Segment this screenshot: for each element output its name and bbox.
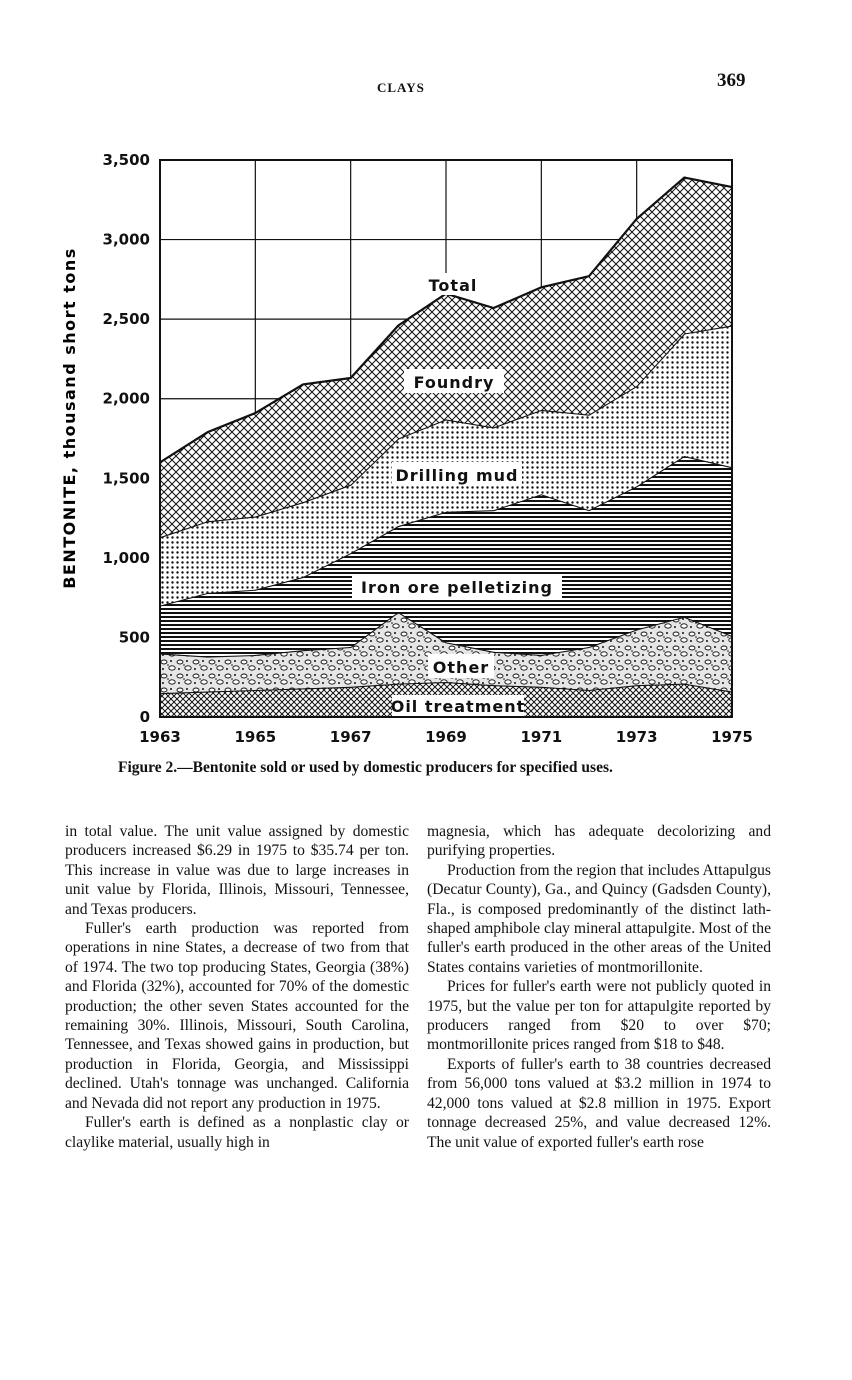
series-label-other-text: Other [432, 658, 490, 677]
series-label-foundry-text: Foundry [413, 373, 495, 392]
x-tick-label: 1967 [329, 728, 372, 746]
series-label-drilling-mud [392, 462, 522, 486]
series-label-iron-ore [352, 574, 562, 598]
text-column-right [427, 822, 771, 1152]
y-tick-label: 3,000 [102, 230, 150, 249]
y-tick-label: 0 [139, 708, 150, 726]
running-title: CLAYS [377, 80, 425, 95]
figure-caption: Figure 2.—Bentonite sold or used by domestic producers for specified uses. [118, 759, 613, 776]
y-tick-labels [103, 151, 150, 726]
text-column-left [65, 822, 409, 1152]
y-tick-label: 1,500 [102, 469, 150, 488]
series-label-other [428, 654, 494, 678]
paragraph: Production from the region that includes Attapulgus (Decatur County), Ga., and Quincy (Gadsden County), Fla., is composed predominantly of the distinct lath-shaped amphibole clay mineral attapulgite. Most of the fuller's earth produced in the other areas of the United States contains varieties of montmorillonite. [427, 861, 771, 976]
page-number: 369 [717, 70, 746, 91]
x-tick-label: 1973 [615, 728, 658, 746]
y-tick-label: 2,500 [102, 310, 150, 329]
x-tick-label: 1971 [520, 728, 563, 746]
paragraph: in total value. The unit value assigned by domestic producers increased $6.29 in 1975 to $35.74 per ton. This increase in value was due to large increases in unit value by Florida, Illinois, Missouri, Tennessee, and Texas producers. [65, 823, 409, 918]
paragraph: Prices for fuller's earth were not publicly quoted in 1975, but the value per ton for attapulgite reported by producers ranged from $20 to over $70; montmorillonite prices ranged from $18 to $48. [427, 978, 771, 1054]
paragraph: Exports of fuller's earth to 38 countries decreased from 56,000 tons valued at $3.2 million in 1974 to 42,000 tons valued at $2.8 million in 1975. Export tonnage decreased 25%, and value decreased 12%. The unit value of exported fuller's earth rose [427, 1055, 771, 1151]
y-tick-label: 1,000 [102, 548, 150, 567]
series-label-foundry [404, 369, 504, 393]
series-label-oil-treatment-text: Oil treatment [390, 697, 526, 716]
x-tick-label: 1963 [139, 728, 181, 746]
series-label-total-text: Total [428, 276, 478, 295]
series-label-iron-ore-text: Iron ore pelletizing [361, 578, 553, 597]
paragraph: magnesia, which has adequate decolorizing and purifying properties. [427, 823, 771, 860]
y-tick-label: 500 [118, 628, 150, 647]
x-tick-label: 1975 [711, 728, 753, 746]
paragraph: Fuller's earth production was reported from operations in nine States, a decrease of two from that of 1974. The two top producing States, Georgia (38%) and Florida (32%), accounted for 70% of the domestic production; the other seven States accounted for the remaining 30%. Illinois, Missouri, South Carolina, Tennessee, and Texas showed gains in production, but production in Florida, Georgia, and Mississippi declined. Utah's tonnage was unchanged. California and Nevada did not report any production in 1975. [65, 920, 409, 1112]
y-tick-label: 3,500 [102, 151, 150, 169]
paragraph: Fuller's earth is defined as a nonplastic clay or claylike material, usually high in [65, 1114, 409, 1151]
x-tick-label: 1965 [234, 728, 277, 746]
series-label-drilling-mud-text: Drilling mud [395, 466, 519, 485]
y-tick-label: 2,000 [102, 389, 150, 408]
y-axis-label: BENTONITE, thousand short tons [60, 247, 79, 589]
x-tick-label: 1969 [425, 728, 467, 746]
series-label-oil-treatment [391, 695, 526, 716]
series-label-total [424, 273, 482, 295]
x-tick-labels [139, 728, 753, 746]
